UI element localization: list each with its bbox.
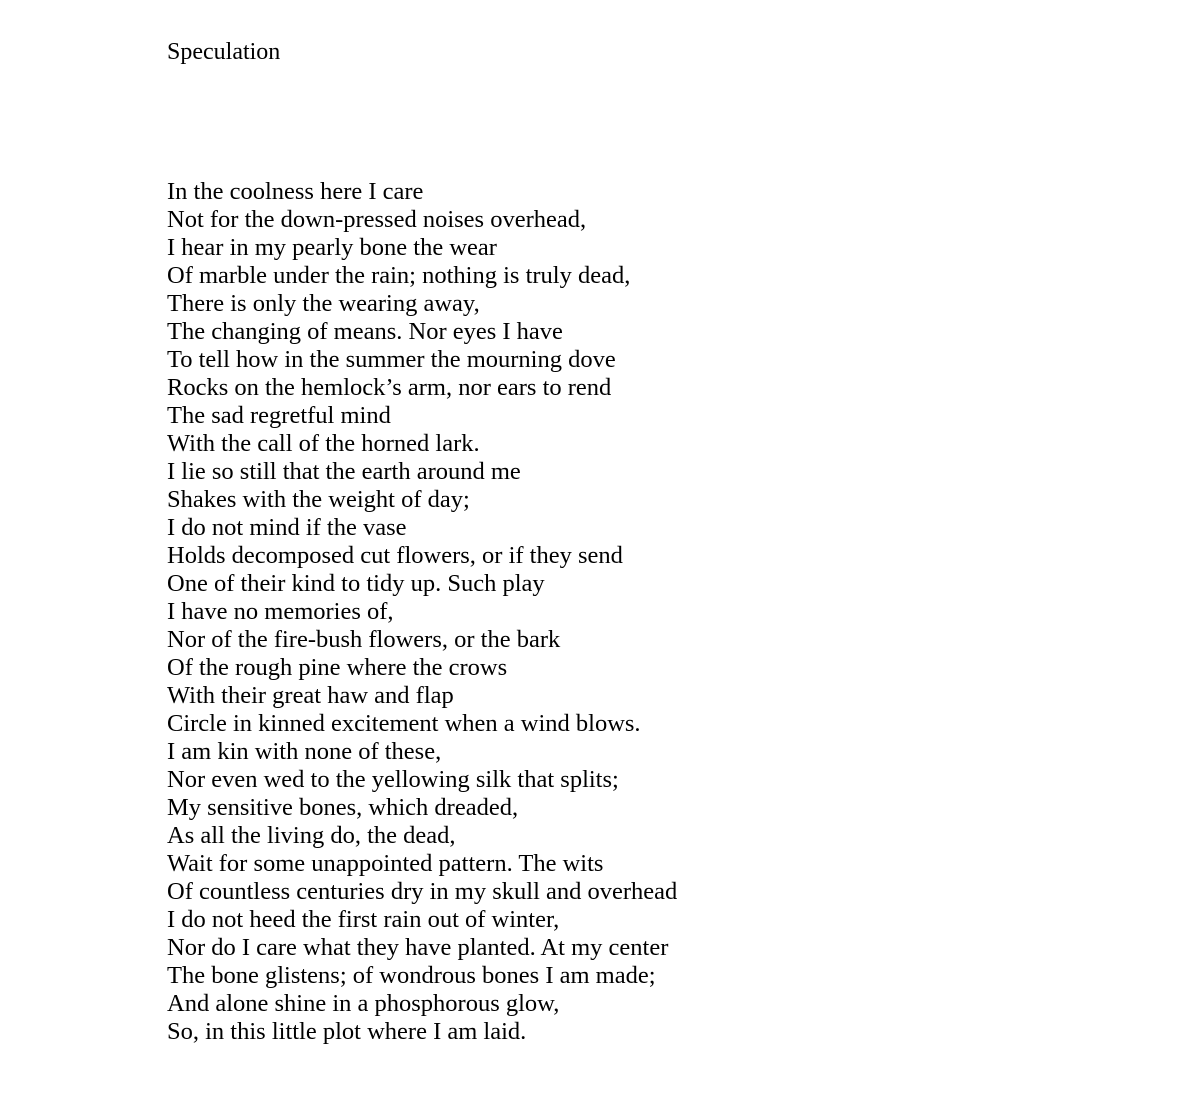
poem-line: To tell how in the summer the mourning dove — [167, 346, 616, 373]
poem-line: Nor of the fire-bush flowers, or the bark — [167, 626, 561, 653]
poem-line: With the call of the horned lark. — [167, 430, 480, 457]
poem-line: One of their kind to tidy up. Such play — [167, 570, 545, 597]
poem-line: Shakes with the weight of day; — [167, 486, 470, 513]
poem-line: Rocks on the hemlock’s arm, nor ears to rend — [167, 374, 612, 401]
poem-line: With their great haw and flap — [167, 682, 454, 709]
poem-line: In the coolness here I care — [167, 178, 424, 205]
poem-line: I lie so still that the earth around me — [167, 458, 521, 485]
poem-line: Circle in kinned excitement when a wind blows. — [167, 710, 641, 737]
poem-title: Speculation — [167, 39, 281, 65]
poem-line: The sad regretful mind — [167, 402, 391, 429]
poem-line: And alone shine in a phosphorous glow, — [167, 990, 560, 1017]
poem-line: The changing of means. Nor eyes I have — [167, 318, 563, 345]
poem-line: The bone glistens; of wondrous bones I am made; — [167, 962, 656, 989]
poem-line: I hear in my pearly bone the wear — [167, 234, 497, 261]
poem-line: Not for the down-pressed noises overhead, — [167, 206, 587, 233]
poem-line: Of marble under the rain; nothing is truly dead, — [167, 262, 631, 289]
poem-line: So, in this little plot where I am laid. — [167, 1018, 527, 1045]
poem-line: Holds decomposed cut flowers, or if they send — [167, 542, 623, 569]
poem-line: My sensitive bones, which dreaded, — [167, 794, 519, 821]
poem-line: Of the rough pine where the crows — [167, 654, 508, 681]
poem-line: Nor do I care what they have planted. At my center — [167, 934, 669, 961]
poem-line: Wait for some unappointed pattern. The wits — [167, 850, 604, 877]
poem-line: I do not heed the first rain out of winter, — [167, 906, 560, 933]
poem-body — [167, 178, 677, 1046]
poem-line: I have no memories of, — [167, 598, 394, 625]
poem-line: As all the living do, the dead, — [167, 822, 456, 849]
poem-line: Nor even wed to the yellowing silk that splits; — [167, 766, 619, 793]
poem-line: Of countless centuries dry in my skull and overhead — [167, 878, 678, 905]
poem-line: I am kin with none of these, — [167, 738, 442, 765]
poem-line: I do not mind if the vase — [167, 514, 407, 541]
poem-line: There is only the wearing away, — [167, 290, 480, 317]
